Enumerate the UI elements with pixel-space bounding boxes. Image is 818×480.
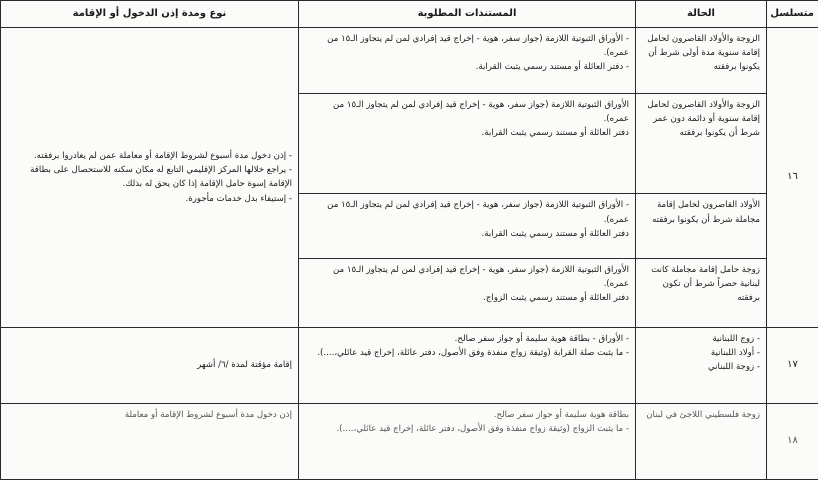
header-permit-type: نوع ومدة إذن الدخول أو الإقامة: [1, 1, 299, 28]
document-line: دفتر العائلة أو مستند رسمي يثبت القرابة.: [305, 126, 629, 140]
permit-line: - إستيفاء بدل خدمات مأجورة.: [7, 192, 292, 206]
document-line: دفتر العائلة أو مستند رسمي يثبت الزواج.: [305, 291, 629, 305]
document-line: - ما يثبت صلة القرابة (وثيقة زواج منفذة وفق الأصول، دفتر عائلة، إخراج قيد عائلي،....).: [305, 346, 629, 360]
documents-cell: [299, 403, 636, 479]
case-cell: الزوجة والأولاد القاصرون لحامل إقامة سنوية مدة أولى شرط أن يكونوا برفقته: [636, 28, 767, 94]
document-line: دفتر العائلة أو مستند رسمي يثبت القرابة.: [305, 227, 629, 241]
permit-cell: إذن دخول مدة أسبوع لشروط الإقامة أو معاملة: [1, 403, 299, 479]
permit-cell: إقامة مؤقتة لمدة /٦/ أشهر: [1, 327, 299, 403]
permit-cell: [1, 28, 299, 328]
documents-cell: [299, 93, 636, 194]
document-line: - الأوراق الثبوتية اللازمة (جواز سفر، هوية - إخراج قيد إفرادي لمن لم يتجاوز الـ١٥ من عمره).: [305, 32, 629, 60]
case-cell: الأولاد القاصرون لحامل إقامة مجاملة شرط أن يكونوا برفقته: [636, 194, 767, 259]
case-cell: الزوجة والأولاد القاصرون لحامل إقامة سنوية أو دائمة دون عمر شرط أن يكونوا برفقته: [636, 93, 767, 194]
case-line: - أولاد اللبنانية: [642, 346, 760, 360]
table-row: [1, 28, 818, 94]
serial-cell: ١٦: [767, 28, 818, 328]
header-serial: متسلسل: [767, 1, 818, 28]
header-row: [1, 1, 818, 28]
document-line: الأوراق الثبوتية اللازمة (جواز سفر، هوية - إخراج قيد إفرادي لمن لم يتجاوز الـ١٥ من عمره).: [305, 263, 629, 291]
documents-cell: [299, 259, 636, 328]
case-line: - زوجة اللبناني: [642, 360, 760, 374]
document-line: - الأوراق الثبوتية اللازمة (جواز سفر، هوية - إخراج قيد إفرادي لمن لم يتجاوز الـ١٥ من عمره).: [305, 198, 629, 226]
document-line: - ما يثبت الزواج (وثيقة زواج منفذة وفق الأصول، دفتر عائلة، إخراج قيد عائلي،....).: [305, 422, 629, 436]
documents-cell: [299, 28, 636, 94]
case-cell: زوجة فلسطيني اللاجئ في لبنان: [636, 403, 767, 479]
case-cell: زوجة حامل إقامة مجاملة كانت لبنانية حصراً شرط أن تكون برفقته: [636, 259, 767, 328]
permit-line: - يراجع خلالها المركز الإقليمي التابع له مكان سكنه للاستحصال على بطاقة الإقامة إسوة حامل الإقامة إذا كان يحق له بذلك.: [7, 163, 292, 191]
documents-cell: [299, 327, 636, 403]
serial-cell: ١٨: [767, 403, 818, 479]
case-cell: [636, 327, 767, 403]
table-row: [1, 403, 818, 479]
case-line: - زوج اللبنانية: [642, 332, 760, 346]
table-row: [1, 327, 818, 403]
header-case: الحالة: [636, 1, 767, 28]
document-line: - دفتر العائلة أو مستند رسمي يثبت القرابة.: [305, 60, 629, 74]
document-line: بطاقة هوية سليمة أو جواز سفر صالح.: [305, 408, 629, 422]
documents-cell: [299, 194, 636, 259]
permit-line: - إذن دخول مدة أسبوع لشروط الإقامة أو معاملة عمن لم يغادروا برفقته.: [7, 149, 292, 163]
document-line: - الأوراق - بطاقة هوية سليمة أو جواز سفر صالح.: [305, 332, 629, 346]
header-documents: المستندات المطلوبة: [299, 1, 636, 28]
document-line: الأوراق الثبوتية اللازمة (جواز سفر، هوية - إخراج قيد إفرادي لمن لم يتجاوز الـ١٥ من عمره).: [305, 98, 629, 126]
serial-cell: ١٧: [767, 327, 818, 403]
